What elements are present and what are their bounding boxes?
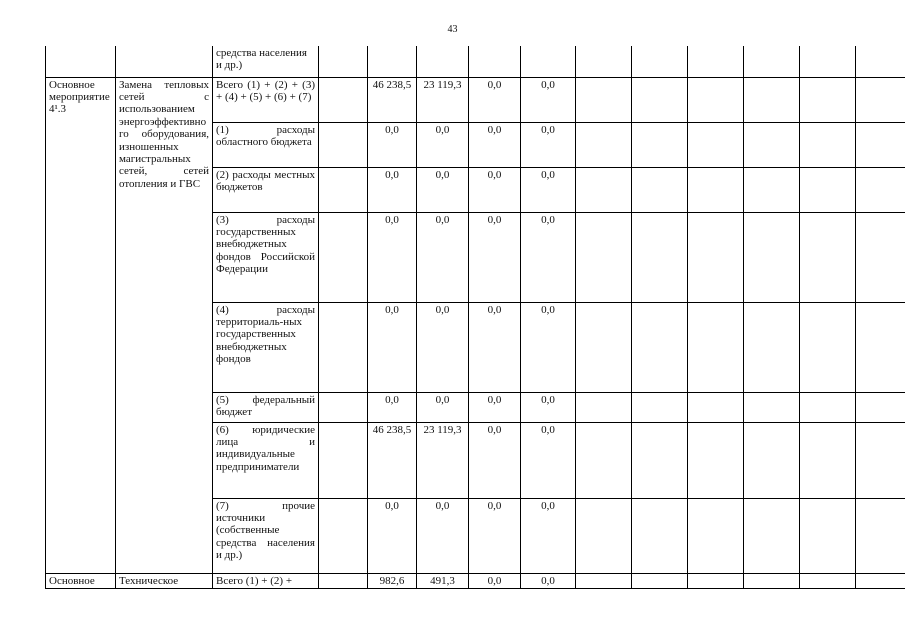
source-cell: (6) юридические лица и индивидуальные предприниматели: [213, 422, 319, 498]
value-cell: 0,0: [368, 302, 417, 392]
value-cell: [800, 392, 856, 422]
value-cell: 0,0: [417, 302, 469, 392]
value-cell: [368, 46, 417, 77]
value-cell: 0,0: [417, 167, 469, 212]
value-cell: [688, 302, 744, 392]
value-cell: 0,0: [521, 212, 576, 302]
value-cell: 0,0: [368, 122, 417, 167]
value-cell: [744, 498, 800, 573]
value-cell: 0,0: [521, 422, 576, 498]
value-cell: [632, 498, 688, 573]
value-cell: [856, 573, 905, 588]
value-cell: 982,6: [368, 573, 417, 588]
name-cell: [116, 46, 213, 77]
value-cell: [688, 422, 744, 498]
value-cell: 23 119,3: [417, 422, 469, 498]
table-row: [46, 573, 905, 588]
value-cell: [688, 77, 744, 122]
value-cell: 0,0: [469, 302, 521, 392]
value-cell: 0,0: [417, 212, 469, 302]
value-cell: [632, 302, 688, 392]
page-number: 43: [447, 24, 458, 35]
value-cell: [856, 422, 905, 498]
value-cell: [688, 212, 744, 302]
value-cell: [319, 302, 368, 392]
value-cell: [856, 392, 905, 422]
value-cell: [576, 46, 632, 77]
activity-cell: [46, 46, 116, 77]
value-cell: [319, 498, 368, 573]
value-cell: [632, 122, 688, 167]
value-cell: [744, 392, 800, 422]
value-cell: [576, 573, 632, 588]
value-cell: 0,0: [469, 392, 521, 422]
value-cell: 0,0: [469, 422, 521, 498]
value-cell: 0,0: [521, 498, 576, 573]
budget-table: [45, 46, 905, 589]
value-cell: [856, 46, 905, 77]
value-cell: [576, 392, 632, 422]
value-cell: [744, 122, 800, 167]
value-cell: [744, 573, 800, 588]
value-cell: [417, 46, 469, 77]
table-row: [46, 77, 905, 122]
value-cell: 0,0: [469, 573, 521, 588]
value-cell: [632, 212, 688, 302]
value-cell: [576, 302, 632, 392]
value-cell: [319, 122, 368, 167]
value-cell: [632, 422, 688, 498]
name-cell: Техническое: [116, 573, 213, 588]
value-cell: [688, 573, 744, 588]
value-cell: 0,0: [469, 212, 521, 302]
value-cell: 46 238,5: [368, 422, 417, 498]
value-cell: [856, 498, 905, 573]
value-cell: 0,0: [368, 392, 417, 422]
activity-cell: Основное: [46, 573, 116, 588]
source-cell: (2) расходы местных бюджетов: [213, 167, 319, 212]
value-cell: [744, 167, 800, 212]
value-cell: [688, 167, 744, 212]
table-row: [46, 46, 905, 77]
value-cell: [319, 167, 368, 212]
value-cell: 0,0: [521, 167, 576, 212]
source-cell: (3) расходы государственных внебюджетных фондов Российской Федерации: [213, 212, 319, 302]
value-cell: [800, 302, 856, 392]
value-cell: 0,0: [521, 302, 576, 392]
value-cell: [856, 77, 905, 122]
value-cell: [800, 573, 856, 588]
value-cell: [469, 46, 521, 77]
value-cell: [688, 46, 744, 77]
value-cell: 0,0: [469, 167, 521, 212]
value-cell: [744, 422, 800, 498]
value-cell: 0,0: [521, 122, 576, 167]
source-cell: Всего (1) + (2) + (3) + (4) + (5) + (6) + (7): [213, 77, 319, 122]
value-cell: 46 238,5: [368, 77, 417, 122]
value-cell: [576, 122, 632, 167]
value-cell: 0,0: [368, 212, 417, 302]
value-cell: 0,0: [469, 122, 521, 167]
value-cell: [319, 392, 368, 422]
value-cell: 0,0: [417, 498, 469, 573]
source-cell: (4) расходы территориаль-ных государственных внебюджетных фондов: [213, 302, 319, 392]
source-cell: (7) прочие источники (собственные средства населения и др.): [213, 498, 319, 573]
source-cell: (1) расходы областного бюджета: [213, 122, 319, 167]
value-cell: [521, 46, 576, 77]
value-cell: 0,0: [417, 122, 469, 167]
value-cell: [576, 498, 632, 573]
value-cell: [800, 422, 856, 498]
value-cell: [688, 498, 744, 573]
value-cell: [319, 573, 368, 588]
value-cell: [800, 498, 856, 573]
value-cell: [576, 77, 632, 122]
value-cell: [800, 122, 856, 167]
source-cell: (5) федеральный бюджет: [213, 392, 319, 422]
source-cell: средства населения и др.): [213, 46, 319, 77]
value-cell: 0,0: [521, 392, 576, 422]
value-cell: 0,0: [417, 392, 469, 422]
value-cell: [688, 392, 744, 422]
activity-cell: Основное мероприятие 4¹.3: [46, 77, 116, 573]
value-cell: 491,3: [417, 573, 469, 588]
value-cell: [319, 212, 368, 302]
value-cell: [800, 167, 856, 212]
value-cell: [744, 77, 800, 122]
value-cell: [576, 422, 632, 498]
value-cell: [856, 302, 905, 392]
value-cell: [744, 212, 800, 302]
value-cell: [744, 46, 800, 77]
value-cell: 23 119,3: [417, 77, 469, 122]
value-cell: 0,0: [469, 498, 521, 573]
value-cell: [319, 422, 368, 498]
value-cell: [856, 212, 905, 302]
source-cell: Всего (1) + (2) +: [213, 573, 319, 588]
name-cell: Замена тепловых сетей с использованием энергоэффективного оборудования, изношенных магистральных сетей, сетей отопления и ГВС: [116, 77, 213, 573]
value-cell: [632, 46, 688, 77]
value-cell: [319, 46, 368, 77]
value-cell: [688, 122, 744, 167]
value-cell: [632, 573, 688, 588]
value-cell: [856, 167, 905, 212]
value-cell: 0,0: [368, 167, 417, 212]
value-cell: [744, 302, 800, 392]
value-cell: 0,0: [368, 498, 417, 573]
value-cell: [800, 212, 856, 302]
value-cell: [576, 212, 632, 302]
value-cell: 0,0: [521, 573, 576, 588]
value-cell: [576, 167, 632, 212]
value-cell: [632, 392, 688, 422]
value-cell: [800, 77, 856, 122]
value-cell: 0,0: [469, 77, 521, 122]
value-cell: [632, 167, 688, 212]
value-cell: [800, 46, 856, 77]
value-cell: [319, 77, 368, 122]
value-cell: 0,0: [521, 77, 576, 122]
value-cell: [856, 122, 905, 167]
value-cell: [632, 77, 688, 122]
